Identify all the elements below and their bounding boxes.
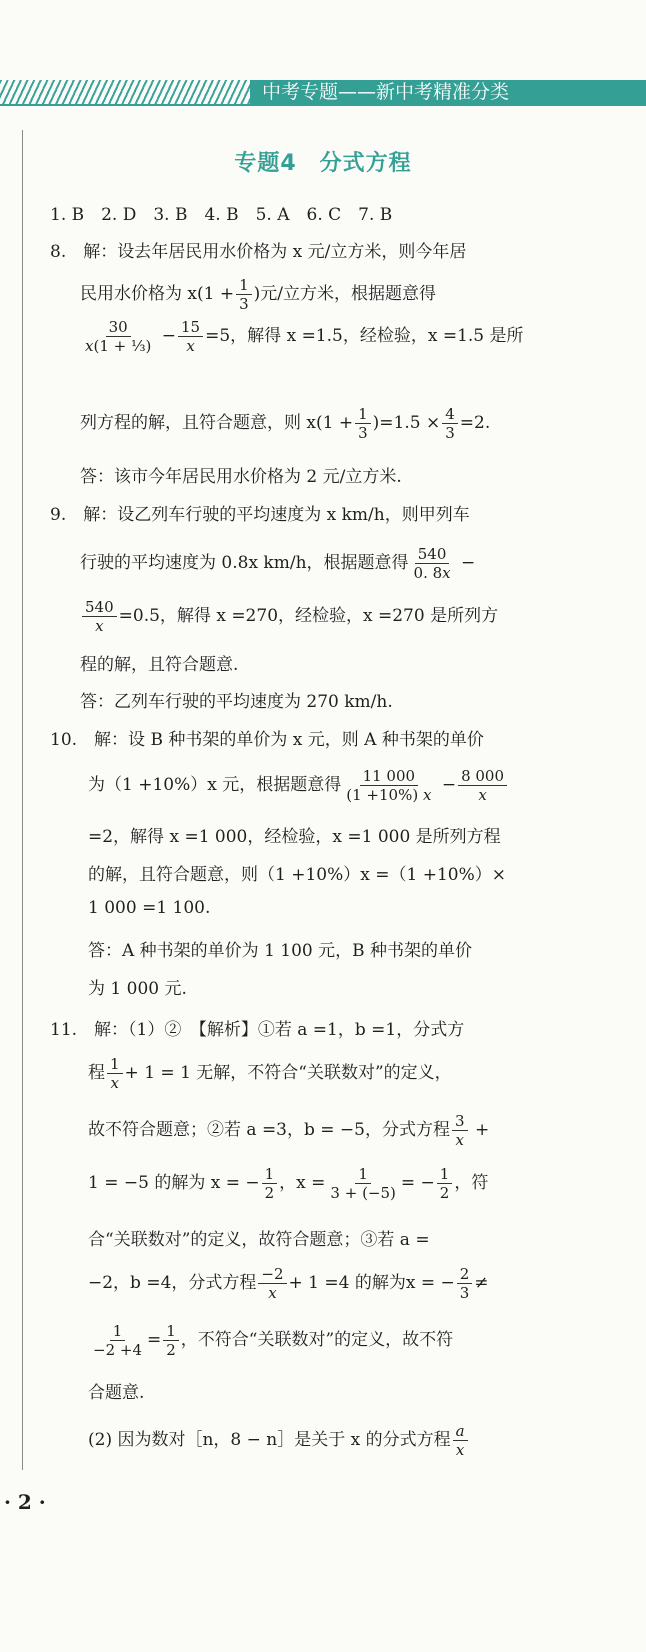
q11-line-4: 1 = −5 的解为 x = − $\frac{1}{2}$ ，x = $\frac{1}{3 + (-5)}$ = − $\frac{1}{2}$ ，符 [88,1165,489,1202]
q11-line-7: $\frac{1}{-2 +4}$ = $\frac{1}{2}$ ，不符合“关联数对”的定义，故不符 [93,1322,454,1359]
q10-line-5: 1 000 =1 100. [88,898,211,918]
q10-answer-1: 答：A 种书架的单价为 1 100 元，B 种书架的单价 [88,941,473,961]
q11-line-3: 故不符合题意；②若 a =3，b = −5，分式方程 $\frac{3}{x}$ + [88,1112,490,1149]
q9-line-3: $\frac{540}{x}$ =0.5，解得 x =270，经检验，x =270 是所列方 [80,598,498,635]
q8-answer: 答：该市今年居民用水价格为 2 元/立方米. [80,467,402,487]
header-stripes [0,80,250,104]
margin-rule [22,130,23,1470]
q10-answer-2: 为 1 000 元. [88,979,187,999]
header-rule [0,104,646,106]
q9-line-2: 行驶的平均速度为 0.8x km/h，根据题意得 $\frac{540}{0. 8x}$ − [80,545,476,582]
q8-line-1: 8. 解：设去年居民用水价格为 x 元/立方米，则今年居 [50,242,467,262]
page-number: · 2 · [4,1490,46,1514]
q8-line-3: $\frac{30}{\text{x(1 + ⅓)}}$ − $\frac{15}{x}$ =5，解得 x =1.5，经检验，x =1.5 是所 [85,318,524,355]
q10-line-4: 的解，且符合题意，则（1 +10%）x =（1 +10%）× [88,865,506,885]
q11-line-6: −2，b =4，分式方程 $\frac{-2}{x}$ + 1 =4 的解为x = − $\frac{2}{3}$ ≠ [88,1265,489,1302]
q11-line-5: 合“关联数对”的定义，故符合题意；③若 a = [88,1230,430,1250]
q10-line-2: 为（1 +10%）x 元，根据题意得 $\frac{11 000}{(1 +10\%) x}$ − $\frac{8 000}{x}$ [88,767,509,804]
q8-line-2: 民用水价格为 x(1 + $\frac{1}{3}$ )元/立方米，根据题意得 [80,276,437,313]
q8-line-4: 列方程的解，且符合题意，则 x(1 + $\frac{1}{3}$ )=1.5 × $\frac{4}{3}$ =2. [80,405,491,442]
q10-line-3: =2，解得 x =1 000，经检验，x =1 000 是所列方程 [88,827,501,847]
q9-line-4: 程的解，且符合题意. [80,655,239,675]
q9-line-1: 9. 解：设乙列车行驶的平均速度为 x km/h，则甲列车 [50,505,470,525]
q10-line-1: 10. 解：设 B 种书架的单价为 x 元，则 A 种书架的单价 [50,730,484,750]
q11-line-2: 程 $\frac{1}{x}$ + 1 = 1 无解，不符合“关联数对”的定义， [88,1055,452,1092]
header-banner: 中考专题——新中考精准分类 [250,80,646,104]
q11-line-8: 合题意. [88,1383,145,1403]
q11-line-9: (2) 因为数对［n，8 − n］是关于 x 的分式方程 $\frac{a}{x}$ [88,1422,470,1459]
choice-answers: 1. B 2. D 3. B 4. B 5. A 6. C 7. B [50,205,393,225]
q9-answer: 答：乙列车行驶的平均速度为 270 km/h. [80,692,393,712]
q11-line-1: 11. 解：（1）② 【解析】①若 a =1，b =1，分式方 [50,1020,465,1040]
section-title: 专题4 分式方程 [234,151,412,176]
